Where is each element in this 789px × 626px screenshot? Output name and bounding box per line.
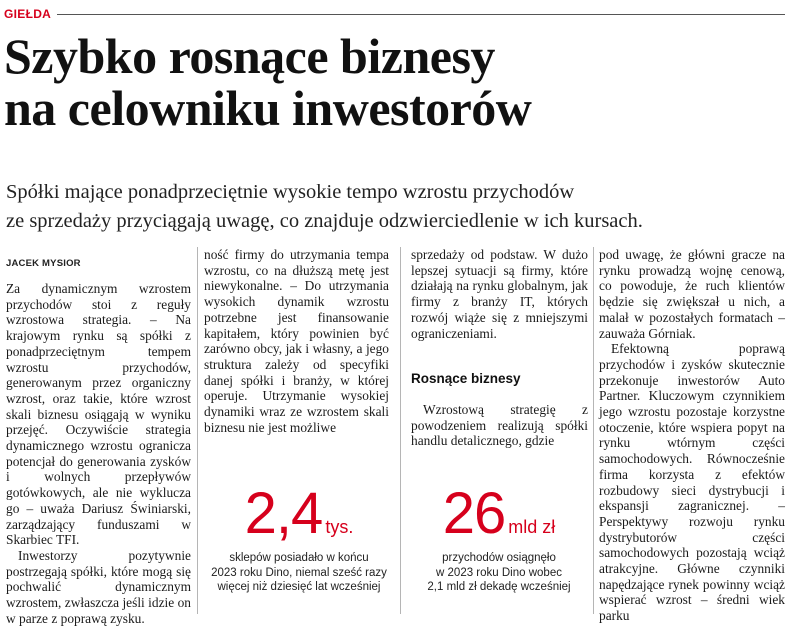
paragraph: sprzedaży od podstaw. W dużo lepszej sytuacji są firmy, które działają na rynku globalnym, jak firmy z branży IT, których rozwój wiąże się z mniejszymi ograniczeniami.	[411, 247, 588, 341]
column-divider	[197, 247, 198, 614]
headline-line-1: Szybko rosnące biznesy	[4, 28, 495, 84]
section-header	[4, 6, 785, 22]
stat-caption-line: więcej niż dziesięć lat wcześniej	[217, 581, 381, 593]
stat-caption	[404, 551, 594, 595]
paragraph: Efektowną poprawą przychodów i zysków skutecznie przekonuje inwestorów Auto Partner. Kluczowym czynnikiem jego wzrostu pozostaje korzystne otoczenie, które wspiera popyt na rynku wtórnym części samochodowych. Równocześnie firma korzysta z efektów rozbudowy sieci dystrybucji i ekspansji zagranicznej. – Perspektywy rozwoju rynku dystrybutorów części samochodowych pozostają wciąż atrakcyjne. Główne czynniki napędzające rynek powinny wciąż wspierać wzrost – średni wiek parku	[599, 341, 785, 624]
paragraph: Inwestorzy pozytywnie postrzegają spółki, które mogą się pochwalić dynamicznym wzrostem, zwłaszcza jeśli idzie on w parze z poprawą zysku.	[6, 547, 191, 626]
stat-caption-line: 2,1 mld zł dekadę wcześniej	[427, 581, 571, 593]
lead	[6, 178, 786, 236]
stat-caption-line: w 2023 roku Dino wobec	[436, 566, 562, 579]
lead-line-1: Spółki mające ponadprzeciętnie wysokie tempo wzrostu przychodów	[6, 181, 575, 203]
stat-unit: mld zł	[508, 517, 556, 537]
headline-line-2: na celowniku inwestorów	[4, 80, 532, 136]
stat-figure	[404, 480, 594, 547]
box-heading: Rosnące biznesy	[411, 371, 521, 386]
article-column-1	[6, 281, 191, 626]
section-label: GIEŁDA	[4, 7, 52, 21]
lead-line-2: ze sprzedaży przyciągają uwagę, co znajduje odzwierciedlenie w ich kursach.	[6, 210, 643, 232]
paragraph: ność firmy do utrzymania tempa wzrostu, co na dłuższą metę jest niewykonalne. – Do utrzymania wysokich dynamik wzrostu potrzebne jest finansowanie kapitałem, który powinien być zarówno obcy, jak i własny, a jego struktura zależy od specyfiki danej spółki i branży, w której operuje. Utrzymanie wysokiej dynamiki wraz ze wzrostem skali biznesu nie jest możliwe	[204, 247, 389, 435]
article-column-3-continued	[411, 402, 588, 449]
paragraph: Za dynamicznym wzrostem przychodów stoi z reguły wzrostowa strategia. – Na krajowym rynku są spółki z ponadprzeciętnym tempem wzrostu przychodów, generowanym przez organiczny wzrost, oraz takie, które wzrost skali biznesu osiągają w wyniku przejęć. Oczywiście strategia dynamicznego wzrostu ogranicza potencjał do generowania zysków i wolnych przepływów gotówkowych, ale nie wyklucza go – uważa Dariusz Świniarski, zarządzający funduszami w Skarbiec TFI.	[6, 281, 191, 548]
stat-unit: tys.	[325, 517, 354, 537]
article-column-3	[411, 247, 588, 341]
stat-figure	[200, 480, 398, 547]
section-rule	[57, 14, 785, 15]
article-column-4	[599, 247, 785, 624]
paragraph: pod uwagę, że główni gracze na rynku prowadzą wojnę cenową, co powoduje, że ruch klientów będzie się zwiększał u nich, a malał w pozostałych formatach – zauważa Górniak.	[599, 247, 785, 341]
column-divider	[400, 247, 401, 614]
headline	[4, 30, 785, 134]
stat-stores	[200, 480, 398, 595]
stat-number: 2,4	[244, 481, 323, 546]
article-column-2	[204, 247, 389, 435]
stat-revenue	[404, 480, 594, 595]
stat-number: 26	[442, 481, 506, 546]
stat-caption	[200, 551, 398, 595]
stat-caption-line: przychodów osiągnęło	[442, 552, 556, 564]
byline: JACEK MYSIOR	[6, 258, 81, 269]
stat-caption-line: sklepów posiadało w końcu	[229, 552, 369, 564]
stat-caption-line: 2023 roku Dino, niemal sześć razy	[211, 566, 387, 579]
paragraph: Wzrostową strategię z powodzeniem realizują spółki handlu detalicznego, gdzie	[411, 402, 588, 449]
